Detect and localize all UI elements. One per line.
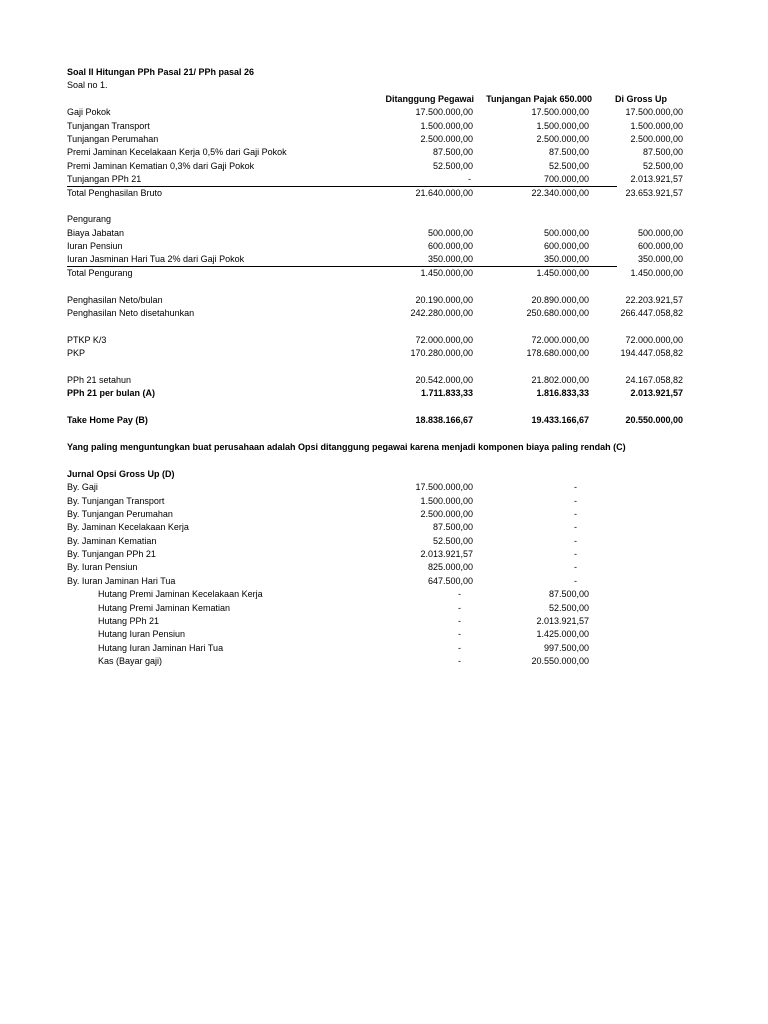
debit-value: 87.500,00 bbox=[432, 522, 473, 533]
value-gross-up: 52.500,00 bbox=[642, 160, 683, 171]
value-gross-up: 72.000.000,00 bbox=[625, 334, 683, 345]
credit-value: - bbox=[574, 522, 577, 533]
value-gross-up: 87.500,00 bbox=[642, 147, 683, 158]
question-label-row bbox=[67, 79, 667, 92]
account-name: Hutang Iuran Jaminan Hari Tua bbox=[98, 642, 224, 653]
credit-value: - bbox=[574, 482, 577, 493]
journal-row bbox=[67, 508, 667, 521]
credit-value: - bbox=[574, 535, 577, 546]
spacer bbox=[67, 200, 667, 213]
value-ditanggung: 17.500.000,00 bbox=[415, 107, 473, 118]
value-tunjangan: 350.000,00 bbox=[543, 254, 589, 265]
table-row bbox=[67, 173, 683, 186]
credit-value: - bbox=[574, 549, 577, 560]
pph-setahun-row bbox=[67, 374, 683, 387]
value-ditanggung: 1.500.000,00 bbox=[420, 120, 473, 131]
value-tunjangan: 250.680.000,00 bbox=[526, 308, 589, 319]
journal-row bbox=[67, 535, 667, 548]
value-ditanggung: 2.500.000,00 bbox=[420, 133, 473, 144]
debit-value: 1.500.000,00 bbox=[420, 495, 473, 506]
value-ditanggung: 600.000,00 bbox=[427, 241, 473, 252]
table-row bbox=[67, 133, 683, 146]
journal-row bbox=[67, 481, 667, 494]
row-label: Total Penghasilan Bruto bbox=[67, 187, 163, 198]
document-title: Soal II Hitungan PPh Pasal 21/ PPh pasal 26 bbox=[67, 67, 255, 77]
account-name: Hutang Iuran Pensiun bbox=[98, 629, 186, 640]
value-tunjangan: 52.500,00 bbox=[548, 160, 589, 171]
value-tunjangan: 500.000,00 bbox=[543, 227, 589, 238]
account-name: By. Jaminan Kematian bbox=[67, 535, 157, 546]
journal-row bbox=[67, 575, 667, 588]
document-title-row bbox=[67, 66, 667, 79]
spreadsheet-page bbox=[67, 66, 683, 669]
value-tunjangan: 87.500,00 bbox=[548, 147, 589, 158]
journal-row bbox=[67, 588, 667, 601]
value-gross-up: 1.500.000,00 bbox=[630, 120, 683, 131]
spacer bbox=[67, 320, 667, 333]
credit-value: - bbox=[574, 575, 577, 586]
question-label: Soal no 1. bbox=[67, 80, 108, 91]
value-ditanggung: 18.838.166,67 bbox=[415, 415, 473, 426]
row-label: Total Pengurang bbox=[67, 267, 133, 278]
value-ditanggung: 20.190.000,00 bbox=[415, 294, 473, 305]
journal-row bbox=[67, 628, 667, 641]
spacer bbox=[67, 454, 667, 467]
column-header-row bbox=[67, 93, 667, 106]
value-tunjangan: 178.680.000,00 bbox=[526, 348, 589, 359]
value-tunjangan: 1.500.000,00 bbox=[536, 120, 589, 131]
value-gross-up: 2.500.000,00 bbox=[630, 133, 683, 144]
row-label: Iuran Pensiun bbox=[67, 241, 123, 252]
account-name: By. Tunjangan PPh 21 bbox=[67, 549, 156, 560]
conclusion-row bbox=[67, 441, 667, 454]
pph-per-bulan-row bbox=[67, 387, 683, 400]
account-name: By. Tunjangan Perumahan bbox=[67, 508, 173, 519]
value-tunjangan: 1.816.833,33 bbox=[536, 388, 589, 399]
credit-value: 52.500,00 bbox=[548, 602, 589, 613]
value-tunjangan: 21.802.000,00 bbox=[531, 374, 589, 385]
row-label: Premi Jaminan Kematian 0,3% dari Gaji Pokok bbox=[67, 160, 255, 171]
row-label: Penghasilan Neto/bulan bbox=[67, 294, 163, 305]
journal-heading-row bbox=[67, 468, 667, 481]
table-row bbox=[67, 347, 683, 360]
debit-value: - bbox=[458, 602, 461, 613]
journal-row bbox=[67, 495, 667, 508]
value-gross-up: 22.203.921,57 bbox=[625, 294, 683, 305]
value-gross-up: 266.447.058,82 bbox=[620, 308, 683, 319]
row-label: Penghasilan Neto disetahunkan bbox=[67, 308, 195, 319]
value-ditanggung: 500.000,00 bbox=[427, 227, 473, 238]
account-name: By. Jaminan Kecelakaan Kerja bbox=[67, 522, 189, 533]
credit-value: 87.500,00 bbox=[548, 589, 589, 600]
row-label: PPh 21 setahun bbox=[67, 374, 132, 385]
value-ditanggung: 21.640.000,00 bbox=[415, 187, 473, 198]
debit-value: - bbox=[458, 589, 461, 600]
value-tunjangan: 22.340.000,00 bbox=[531, 187, 589, 198]
row-label: Take Home Pay (B) bbox=[67, 415, 148, 426]
journal-row bbox=[67, 561, 667, 574]
debit-value: 17.500.000,00 bbox=[415, 482, 473, 493]
row-label: Iuran Jasminan Hari Tua 2% dari Gaji Pokok bbox=[67, 254, 245, 265]
row-label: Tunjangan Perumahan bbox=[67, 133, 159, 144]
row-label: Premi Jaminan Kecelakaan Kerja 0,5% dari Gaji Pokok bbox=[67, 147, 287, 158]
spacer bbox=[67, 361, 667, 374]
credit-value: 2.013.921,57 bbox=[536, 616, 589, 627]
row-label: Tunjangan PPh 21 bbox=[67, 174, 142, 185]
credit-value: - bbox=[574, 562, 577, 573]
journal-row bbox=[67, 615, 667, 628]
table-row bbox=[67, 106, 683, 119]
journal-row bbox=[67, 655, 667, 668]
value-ditanggung: 350.000,00 bbox=[427, 254, 473, 265]
debit-value: - bbox=[458, 629, 461, 640]
credit-value: 997.500,00 bbox=[543, 642, 589, 653]
value-ditanggung: 1.711.833,33 bbox=[420, 388, 473, 399]
header-gross-up: Di Gross Up bbox=[614, 93, 667, 104]
header-ditanggung-pegawai: Ditanggung Pegawai bbox=[385, 93, 474, 104]
table-row bbox=[67, 227, 683, 240]
value-ditanggung: 20.542.000,00 bbox=[415, 374, 473, 385]
spacer bbox=[67, 401, 667, 414]
account-name: By. Iuran Jaminan Hari Tua bbox=[67, 575, 176, 586]
account-name: Kas (Bayar gaji) bbox=[98, 656, 163, 667]
value-ditanggung: 1.450.000,00 bbox=[420, 267, 473, 278]
spacer bbox=[67, 280, 667, 293]
value-tunjangan: 1.450.000,00 bbox=[536, 267, 589, 278]
value-gross-up: 2.013.921,57 bbox=[630, 174, 683, 185]
conclusion-text: Yang paling menguntungkan buat perusahaan adalah Opsi ditanggung pegawai karena menjadi komponen biaya paling rendah (C) bbox=[67, 441, 626, 452]
value-ditanggung: 242.280.000,00 bbox=[410, 308, 473, 319]
value-ditanggung: - bbox=[468, 174, 471, 185]
spacer bbox=[67, 428, 667, 441]
journal-row bbox=[67, 521, 667, 534]
credit-value: 1.425.000,00 bbox=[536, 629, 589, 640]
table-row bbox=[67, 253, 683, 266]
debit-value: 825.000,00 bbox=[427, 562, 473, 573]
account-name: By. Iuran Pensiun bbox=[67, 562, 138, 573]
debit-value: - bbox=[458, 642, 461, 653]
table-row bbox=[67, 160, 683, 173]
value-gross-up: 23.653.921,57 bbox=[625, 187, 683, 198]
account-name: Hutang Premi Jaminan Kematian bbox=[98, 602, 231, 613]
row-label: PTKP K/3 bbox=[67, 334, 107, 345]
credit-value: 20.550.000,00 bbox=[531, 656, 589, 667]
value-tunjangan: 72.000.000,00 bbox=[531, 334, 589, 345]
section-heading-pengurang: Pengurang bbox=[67, 214, 112, 225]
value-gross-up: 24.167.058,82 bbox=[625, 374, 683, 385]
value-gross-up: 194.447.058,82 bbox=[620, 348, 683, 359]
value-gross-up: 500.000,00 bbox=[637, 227, 683, 238]
debit-value: 2.500.000,00 bbox=[420, 508, 473, 519]
take-home-pay-row bbox=[67, 414, 683, 427]
value-ditanggung: 52.500,00 bbox=[432, 160, 473, 171]
section-heading-row bbox=[67, 213, 667, 226]
account-name: By. Gaji bbox=[67, 482, 98, 493]
header-tunjangan-pajak: Tunjangan Pajak 650.000 bbox=[486, 93, 592, 104]
credit-value: - bbox=[574, 508, 577, 519]
journal-row bbox=[67, 548, 667, 561]
row-label: Gaji Pokok bbox=[67, 107, 111, 118]
row-label: Tunjangan Transport bbox=[67, 120, 150, 131]
row-label: PPh 21 per bulan (A) bbox=[67, 388, 156, 399]
row-label: PKP bbox=[67, 348, 86, 359]
value-gross-up: 2.013.921,57 bbox=[630, 388, 683, 399]
value-gross-up: 350.000,00 bbox=[637, 254, 683, 265]
journal-row bbox=[67, 642, 667, 655]
journal-row bbox=[67, 602, 667, 615]
value-tunjangan: 17.500.000,00 bbox=[531, 107, 589, 118]
account-name: By. Tunjangan Transport bbox=[67, 495, 165, 506]
table-row bbox=[67, 334, 683, 347]
total-bruto-row bbox=[67, 187, 683, 200]
table-row bbox=[67, 146, 683, 159]
value-gross-up: 20.550.000,00 bbox=[625, 415, 683, 426]
debit-value: - bbox=[458, 616, 461, 627]
table-row bbox=[67, 240, 683, 253]
credit-value: - bbox=[574, 495, 577, 506]
value-ditanggung: 170.280.000,00 bbox=[410, 348, 473, 359]
debit-value: 52.500,00 bbox=[432, 535, 473, 546]
journal-heading: Jurnal Opsi Gross Up (D) bbox=[67, 468, 175, 479]
value-tunjangan: 20.890.000,00 bbox=[531, 294, 589, 305]
account-name: Hutang Premi Jaminan Kecelakaan Kerja bbox=[98, 589, 263, 600]
table-row bbox=[67, 120, 683, 133]
total-pengurang-row bbox=[67, 267, 683, 280]
table-row bbox=[67, 307, 683, 320]
value-tunjangan: 2.500.000,00 bbox=[536, 133, 589, 144]
table-row bbox=[67, 294, 683, 307]
value-tunjangan: 600.000,00 bbox=[543, 241, 589, 252]
value-gross-up: 17.500.000,00 bbox=[625, 107, 683, 118]
value-gross-up: 600.000,00 bbox=[637, 241, 683, 252]
account-name: Hutang PPh 21 bbox=[98, 616, 160, 627]
debit-value: 2.013.921,57 bbox=[420, 549, 473, 560]
value-tunjangan: 700.000,00 bbox=[543, 174, 589, 185]
value-tunjangan: 19.433.166,67 bbox=[531, 415, 589, 426]
debit-value: 647.500,00 bbox=[427, 575, 473, 586]
debit-value: - bbox=[458, 656, 461, 667]
value-gross-up: 1.450.000,00 bbox=[630, 267, 683, 278]
value-ditanggung: 72.000.000,00 bbox=[415, 334, 473, 345]
value-ditanggung: 87.500,00 bbox=[432, 147, 473, 158]
row-label: Biaya Jabatan bbox=[67, 227, 125, 238]
